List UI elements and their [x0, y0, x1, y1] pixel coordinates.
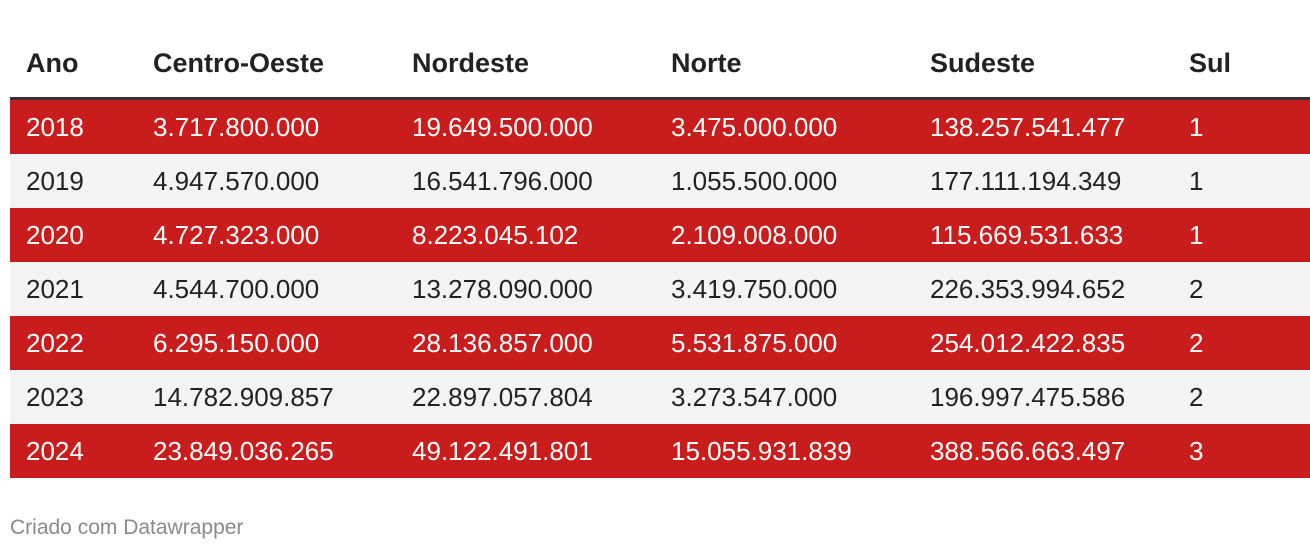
data-table — [10, 30, 1310, 478]
cell-sudeste: 177.111.194.349 — [914, 154, 1173, 208]
header-sudeste[interactable]: Sudeste — [914, 30, 1173, 99]
header-nordeste[interactable]: Nordeste — [396, 30, 655, 99]
cell-sul: 2 — [1173, 316, 1310, 370]
cell-ano: 2022 — [10, 316, 137, 370]
cell-sul: 2 — [1173, 370, 1310, 424]
cell-sudeste: 196.997.475.586 — [914, 370, 1173, 424]
cell-sudeste: 226.353.994.652 — [914, 262, 1173, 316]
cell-centro-oeste: 4.727.323.000 — [137, 208, 396, 262]
cell-sudeste: 388.566.663.497 — [914, 424, 1173, 478]
header-sul[interactable]: Sul — [1173, 30, 1310, 99]
table-row — [10, 262, 1310, 316]
cell-sul: 2 — [1173, 262, 1310, 316]
table-row — [10, 208, 1310, 262]
cell-centro-oeste: 14.782.909.857 — [137, 370, 396, 424]
cell-sudeste: 254.012.422.835 — [914, 316, 1173, 370]
header-centro-oeste[interactable]: Centro-Oeste — [137, 30, 396, 99]
cell-ano: 2023 — [10, 370, 137, 424]
cell-nordeste: 49.122.491.801 — [396, 424, 655, 478]
table-header-row — [10, 30, 1310, 99]
cell-ano: 2019 — [10, 154, 137, 208]
cell-nordeste: 22.897.057.804 — [396, 370, 655, 424]
data-table-container — [10, 30, 1232, 478]
cell-ano: 2020 — [10, 208, 137, 262]
cell-norte: 2.109.008.000 — [655, 208, 914, 262]
cell-nordeste: 8.223.045.102 — [396, 208, 655, 262]
cell-centro-oeste: 6.295.150.000 — [137, 316, 396, 370]
cell-ano: 2024 — [10, 424, 137, 478]
table-row — [10, 370, 1310, 424]
cell-nordeste: 19.649.500.000 — [396, 99, 655, 155]
cell-norte: 3.419.750.000 — [655, 262, 914, 316]
cell-norte: 3.273.547.000 — [655, 370, 914, 424]
cell-norte: 5.531.875.000 — [655, 316, 914, 370]
cell-nordeste: 13.278.090.000 — [396, 262, 655, 316]
cell-sudeste: 115.669.531.633 — [914, 208, 1173, 262]
cell-norte: 3.475.000.000 — [655, 99, 914, 155]
datawrapper-credit[interactable]: Criado com Datawrapper — [10, 516, 244, 539]
cell-norte: 1.055.500.000 — [655, 154, 914, 208]
cell-nordeste: 16.541.796.000 — [396, 154, 655, 208]
cell-centro-oeste: 4.947.570.000 — [137, 154, 396, 208]
table-row — [10, 154, 1310, 208]
header-norte[interactable]: Norte — [655, 30, 914, 99]
cell-sul: 1 — [1173, 208, 1310, 262]
cell-norte: 15.055.931.839 — [655, 424, 914, 478]
table-row — [10, 316, 1310, 370]
cell-centro-oeste: 23.849.036.265 — [137, 424, 396, 478]
cell-ano: 2021 — [10, 262, 137, 316]
cell-ano: 2018 — [10, 99, 137, 155]
table-row — [10, 424, 1310, 478]
cell-sudeste: 138.257.541.477 — [914, 99, 1173, 155]
header-ano[interactable]: Ano — [10, 30, 137, 99]
cell-sul: 3 — [1173, 424, 1310, 478]
cell-sul: 1 — [1173, 154, 1310, 208]
cell-sul: 1 — [1173, 99, 1310, 155]
cell-nordeste: 28.136.857.000 — [396, 316, 655, 370]
table-row — [10, 99, 1310, 155]
cell-centro-oeste: 3.717.800.000 — [137, 99, 396, 155]
cell-centro-oeste: 4.544.700.000 — [137, 262, 396, 316]
